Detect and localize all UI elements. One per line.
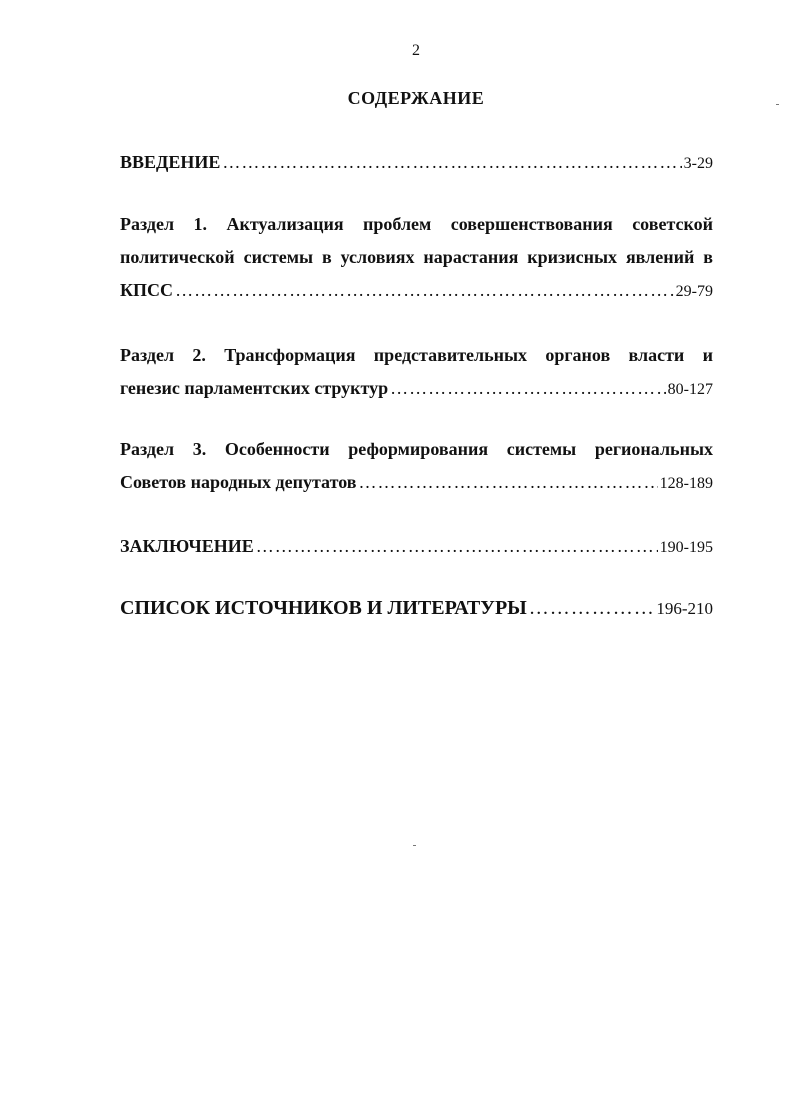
toc-entry-line: политической системы в условиях нарастания кризисных явлений в	[120, 247, 713, 267]
toc-entry-label: КПСС	[120, 280, 174, 300]
toc-entry-section-2	[120, 339, 713, 406]
scan-speck	[413, 845, 416, 846]
toc-entry-label: Советов народных депутатов	[120, 472, 357, 492]
toc-entry-pages: 3-29	[683, 155, 713, 172]
dot-leader	[390, 372, 666, 405]
toc-entry-line: Раздел 3. Особенности реформирования системы региональных	[120, 439, 713, 459]
toc-entry-pages: 29-79	[675, 283, 713, 300]
toc-entry-conclusion	[120, 530, 713, 564]
page-title: СОДЕРЖАНИЕ	[347, 88, 485, 108]
dot-leader	[175, 274, 674, 307]
dot-leader	[358, 466, 657, 499]
toc-entry-label: ВВЕДЕНИЕ	[120, 152, 221, 172]
dot-leader	[256, 530, 658, 563]
toc-entry-line: Раздел 1. Актуализация проблем совершенствования советской	[120, 214, 713, 234]
toc-entry-line: Раздел 2. Трансформация представительных органов власти и	[120, 345, 713, 365]
page-number: 2	[412, 42, 420, 59]
scan-speck	[776, 104, 779, 105]
toc-entry-sources	[120, 592, 713, 625]
toc-entry-section-1	[120, 208, 713, 308]
toc-entry-pages: 196-210	[656, 599, 713, 618]
toc-entry-pages: 128-189	[659, 475, 713, 492]
toc-entry-label: СПИСОК ИСТОЧНИКОВ И ЛИТЕРАТУРЫ	[120, 597, 527, 619]
toc-entry-label: генезис парламентских структур	[120, 378, 389, 398]
toc-entry-intro	[120, 146, 713, 180]
dot-leader	[222, 146, 681, 179]
dot-leader	[529, 592, 655, 625]
toc-entry-label: ЗАКЛЮЧЕНИЕ	[120, 536, 254, 556]
toc-entry-pages: 80-127	[667, 381, 713, 398]
toc-entry-pages: 190-195	[659, 539, 713, 556]
toc-entry-section-3	[120, 433, 713, 500]
